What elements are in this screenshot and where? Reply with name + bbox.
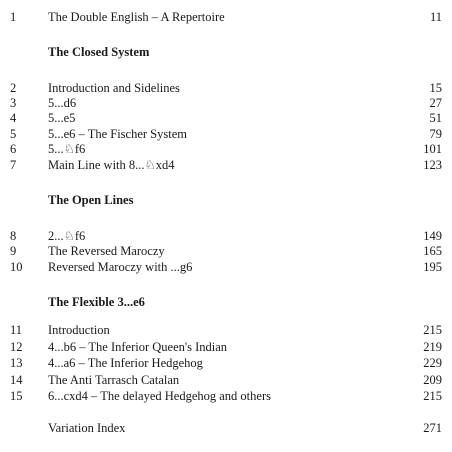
chapter-title: The Anti Tarrasch Catalan	[48, 373, 180, 387]
section-heading-open-lines: The Open Lines	[48, 193, 134, 207]
toc-entry-3	[0, 95, 452, 111]
chapter-title: Introduction and Sidelines	[48, 81, 180, 95]
chapter-number: 2	[10, 81, 17, 95]
toc-entry-13	[0, 355, 452, 371]
chapter-number: 15	[10, 389, 23, 403]
chapter-number: 5	[10, 127, 17, 141]
page-number: 209	[423, 373, 442, 387]
chapter-title: 6...cxd4 – The delayed Hedgehog and others	[48, 389, 271, 403]
toc-entry-1	[0, 9, 452, 25]
chapter-title: 2...♘f6	[48, 229, 86, 243]
toc-entry-5	[0, 126, 452, 142]
chapter-title: Introduction	[48, 323, 110, 337]
toc-entry-2	[0, 80, 452, 96]
chapter-title: Reversed Maroczy with ...g6	[48, 260, 193, 274]
index-title: Variation Index	[48, 421, 126, 435]
page-number: 27	[429, 96, 442, 110]
chapter-number: 13	[10, 356, 23, 370]
chapter-title: The Double English – A Repertoire	[48, 10, 225, 24]
chapter-number: 4	[10, 111, 17, 125]
page-number: 215	[423, 323, 442, 337]
chapter-title: The Reversed Maroczy	[48, 244, 165, 258]
chapter-title: 5...e5	[48, 111, 76, 125]
chapter-number: 12	[10, 340, 23, 354]
page-number: 165	[423, 244, 442, 258]
section-heading-flexible-e6: The Flexible 3...e6	[48, 295, 145, 309]
page-number: 79	[429, 127, 442, 141]
chapter-number: 10	[10, 260, 23, 274]
page-number: 215	[423, 389, 442, 403]
section-heading-closed-system: The Closed System	[48, 45, 150, 59]
chapter-number: 14	[10, 373, 23, 387]
page-number: 123	[423, 158, 442, 172]
page-number: 15	[429, 81, 442, 95]
toc-entry-7	[0, 157, 452, 173]
chapter-number: 11	[10, 323, 23, 337]
toc-entry-10	[0, 259, 452, 275]
toc-entry-9	[0, 243, 452, 259]
toc-entry-15	[0, 388, 452, 404]
page-number: 149	[423, 229, 442, 243]
toc-entry-11	[0, 322, 452, 338]
chapter-title: 5...♘f6	[48, 142, 86, 156]
chapter-number: 8	[10, 229, 17, 243]
toc-entry-8	[0, 228, 452, 244]
page-number: 219	[423, 340, 442, 354]
page-number: 195	[423, 260, 442, 274]
chapter-number: 7	[10, 158, 17, 172]
toc-entry-6	[0, 141, 452, 157]
toc-entry-4	[0, 110, 452, 126]
chapter-number: 1	[10, 10, 17, 24]
chapter-title: 4...a6 – The Inferior Hedgehog	[48, 356, 203, 370]
chapter-title: Main Line with 8...♘xd4	[48, 158, 175, 172]
page-number: 11	[429, 10, 442, 24]
toc-entry-variation-index	[0, 420, 452, 436]
chapter-number: 9	[10, 244, 17, 258]
chapter-number: 3	[10, 96, 17, 110]
chapter-number: 6	[10, 142, 17, 156]
chapter-title: 4...b6 – The Inferior Queen's Indian	[48, 340, 228, 354]
toc-entry-12	[0, 339, 452, 355]
page-number: 101	[423, 142, 442, 156]
page-number: 51	[429, 111, 442, 125]
toc-entry-14	[0, 372, 452, 388]
chapter-title: 5...e6 – The Fischer System	[48, 127, 187, 141]
page-number: 229	[423, 356, 442, 370]
chapter-title: 5...d6	[48, 96, 77, 110]
page-number: 271	[423, 421, 442, 435]
